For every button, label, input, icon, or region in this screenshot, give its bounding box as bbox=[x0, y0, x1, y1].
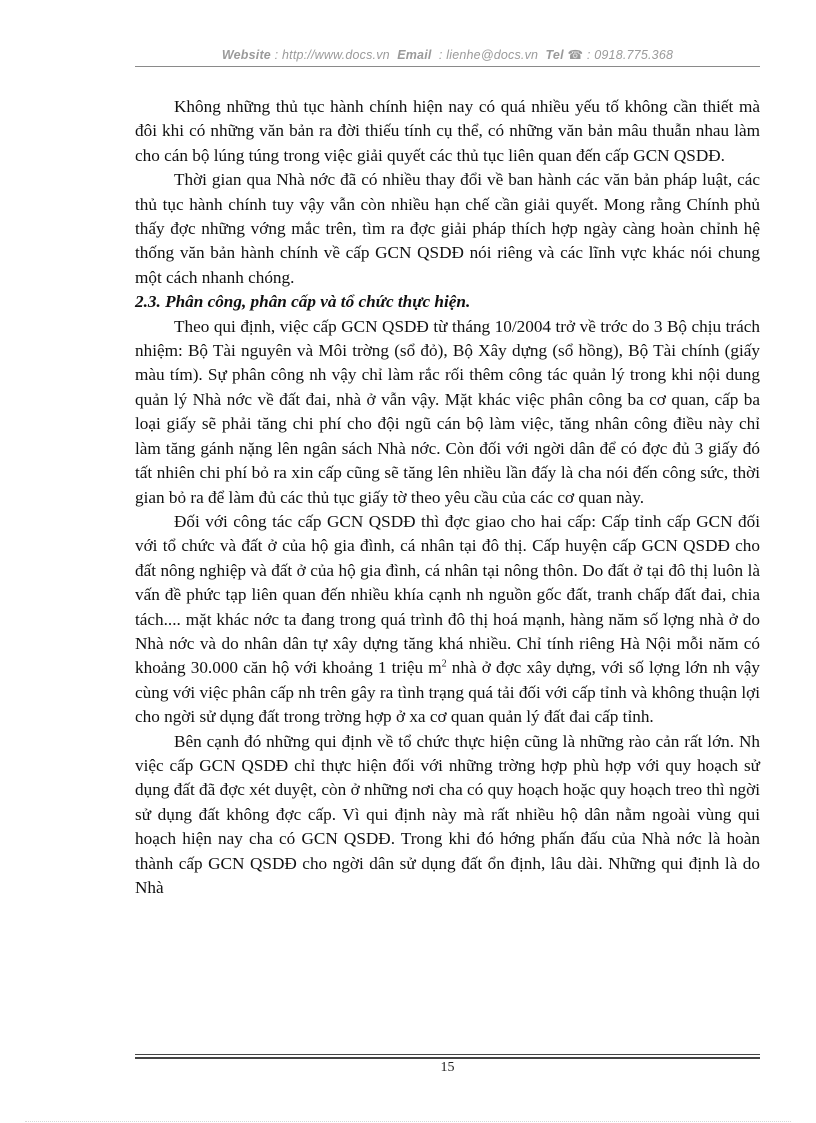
paragraph-3: Theo qui định, việc cấp GCN QSDĐ từ tháng 10/2004 trở về trớc do 3 Bộ chịu trách nhiệm: Bộ Tài nguyên và Môi trờng (sổ đỏ), Bộ Xây dựng (sổ hồng), Bộ Tài chính (giấy màu tím). Sự phân công nh vậy chỉ làm rắc rối thêm công tác quản lý trong khi nội dung quản lý Nhà nớc về đất đai, nhà ở vẫn vậy. Mặt khác việc phân công ba cơ quan, cấp ba loại giấy sẽ phải tăng chi phí cho đội ngũ cán bộ làm việc, tăng nhân công điều này chỉ làm tăng gánh nặng lên ngân sách Nhà nớc. Còn đối với ngời dân để có đợc đủ 3 giấy đó tất nhiên chi phí bỏ ra xin cấp cũng sẽ tăng lên nhiều lần đấy là cha nói đến công sức, thời gian bỏ ra để làm đủ các thủ tục giấy tờ theo yêu cầu của các cơ quan này. bbox=[135, 316, 760, 507]
footer-divider-thin bbox=[135, 1054, 760, 1055]
email-label: Email bbox=[397, 48, 432, 62]
paragraph-4 bbox=[135, 510, 760, 730]
document-body bbox=[135, 95, 760, 900]
page-number: 15 bbox=[440, 1060, 455, 1075]
superscript-2: 2 bbox=[441, 658, 447, 670]
paragraph-4-text-a: Đối với công tác cấp GCN QSDĐ thì đợc giao cho hai cấp: Cấp tỉnh cấp GCN đối với tổ chức và đất ở của hộ gia đình, cá nhân tại đô thị. Cấp huyện cấp GCN QSDĐ cho đất nông nghiệp và đất ở của hộ gia đình, cá nhân tại nông thôn. Do đất ở tại đô thị luôn là vấn đề phức tạp liên quan đến nhiều khía cạnh nh nguồn gốc đất, tranh chấp đất đai, chia tách.... mặt khác nớc ta đang trong quá trình đô thị hoá mạnh, hàng năm số lợng nhà ở do Nhà nớc và do nhân dân tự xây dựng tăng khá nhiều. Chỉ tính riêng Hà Nội mỗi năm có khoảng 30.000 căn hộ với khoảng 1 triệu m bbox=[135, 511, 760, 678]
paragraph-4-text-b: nhà ở đợc xây dựng, với số lợng lớn nh vậy cùng với việc phân cấp nh trên gây ra tình trạng quá tải đối với cấp tỉnh và không thuận lợi cho ngời sử dụng đất trong trờng hợp ở xa cơ quan quản lý đất đai cấp tỉnh. bbox=[135, 658, 760, 727]
phone-icon: ☎ bbox=[567, 48, 584, 62]
tel-label: Tel bbox=[545, 48, 564, 62]
website-label: Website bbox=[221, 48, 271, 62]
page-edge-dotted-line bbox=[25, 1121, 791, 1122]
footer-divider-thick bbox=[135, 1057, 760, 1059]
website-url[interactable]: : http://www.docs.vn bbox=[274, 48, 390, 62]
tel-number: : 0918.775.368 bbox=[586, 48, 674, 62]
section-heading: 2.3. Phân công, phân cấp và tổ chức thực hiện. bbox=[135, 292, 471, 312]
page-header bbox=[135, 47, 760, 62]
email-address[interactable]: : lienhe@docs.vn bbox=[438, 48, 539, 62]
paragraph-1: Không những thủ tục hành chính hiện nay có quá nhiều yếu tố không cần thiết mà đôi khi có những văn bản ra đời thiếu tính cụ thể, có những văn bản mâu thuẫn nhau làm cho cán bộ lúng túng trong việc giải quyết các thủ tục liên quan đến cấp GCN QSDĐ. bbox=[135, 97, 760, 165]
paragraph-5: Bên cạnh đó những qui định về tổ chức thực hiện cũng là những rào cản rất lớn. Nh việc cấp GCN QSDĐ chỉ thực hiện đối với những trờng hợp phù hợp với quy hoạch sử dụng đất đã đợc xét duyệt, còn ở những nơi cha có quy hoạch hoặc quy hoạch treo thì ngời sử dụng đất không đợc cấp. Vì qui định này mà rất nhiều hộ dân nằm ngoài vùng qui hoạch hiện nay cha có GCN QSDĐ. Trong khi đó hớng phấn đấu của Nhà nớc là hoàn thành cấp GCN QSDĐ cho ngời dân sử dụng đất ổn định, lâu dài. Những qui định là do Nhà bbox=[135, 731, 760, 897]
header-divider bbox=[135, 66, 760, 67]
paragraph-2: Thời gian qua Nhà nớc đã có nhiều thay đổi về ban hành các văn bản pháp luật, các thủ tục hành chính tuy vậy vẫn còn nhiều hạn chế cần giải quyết. Mong rằng Chính phủ thấy đợc những vớng mắc trên, tìm ra đợc giải pháp thích hợp ngày càng hoàn chỉnh hệ thống văn bản hành chính về cấp GCN QSDĐ nói riêng và các lĩnh vực khác nói chung một cách nhanh chóng. bbox=[135, 170, 760, 287]
